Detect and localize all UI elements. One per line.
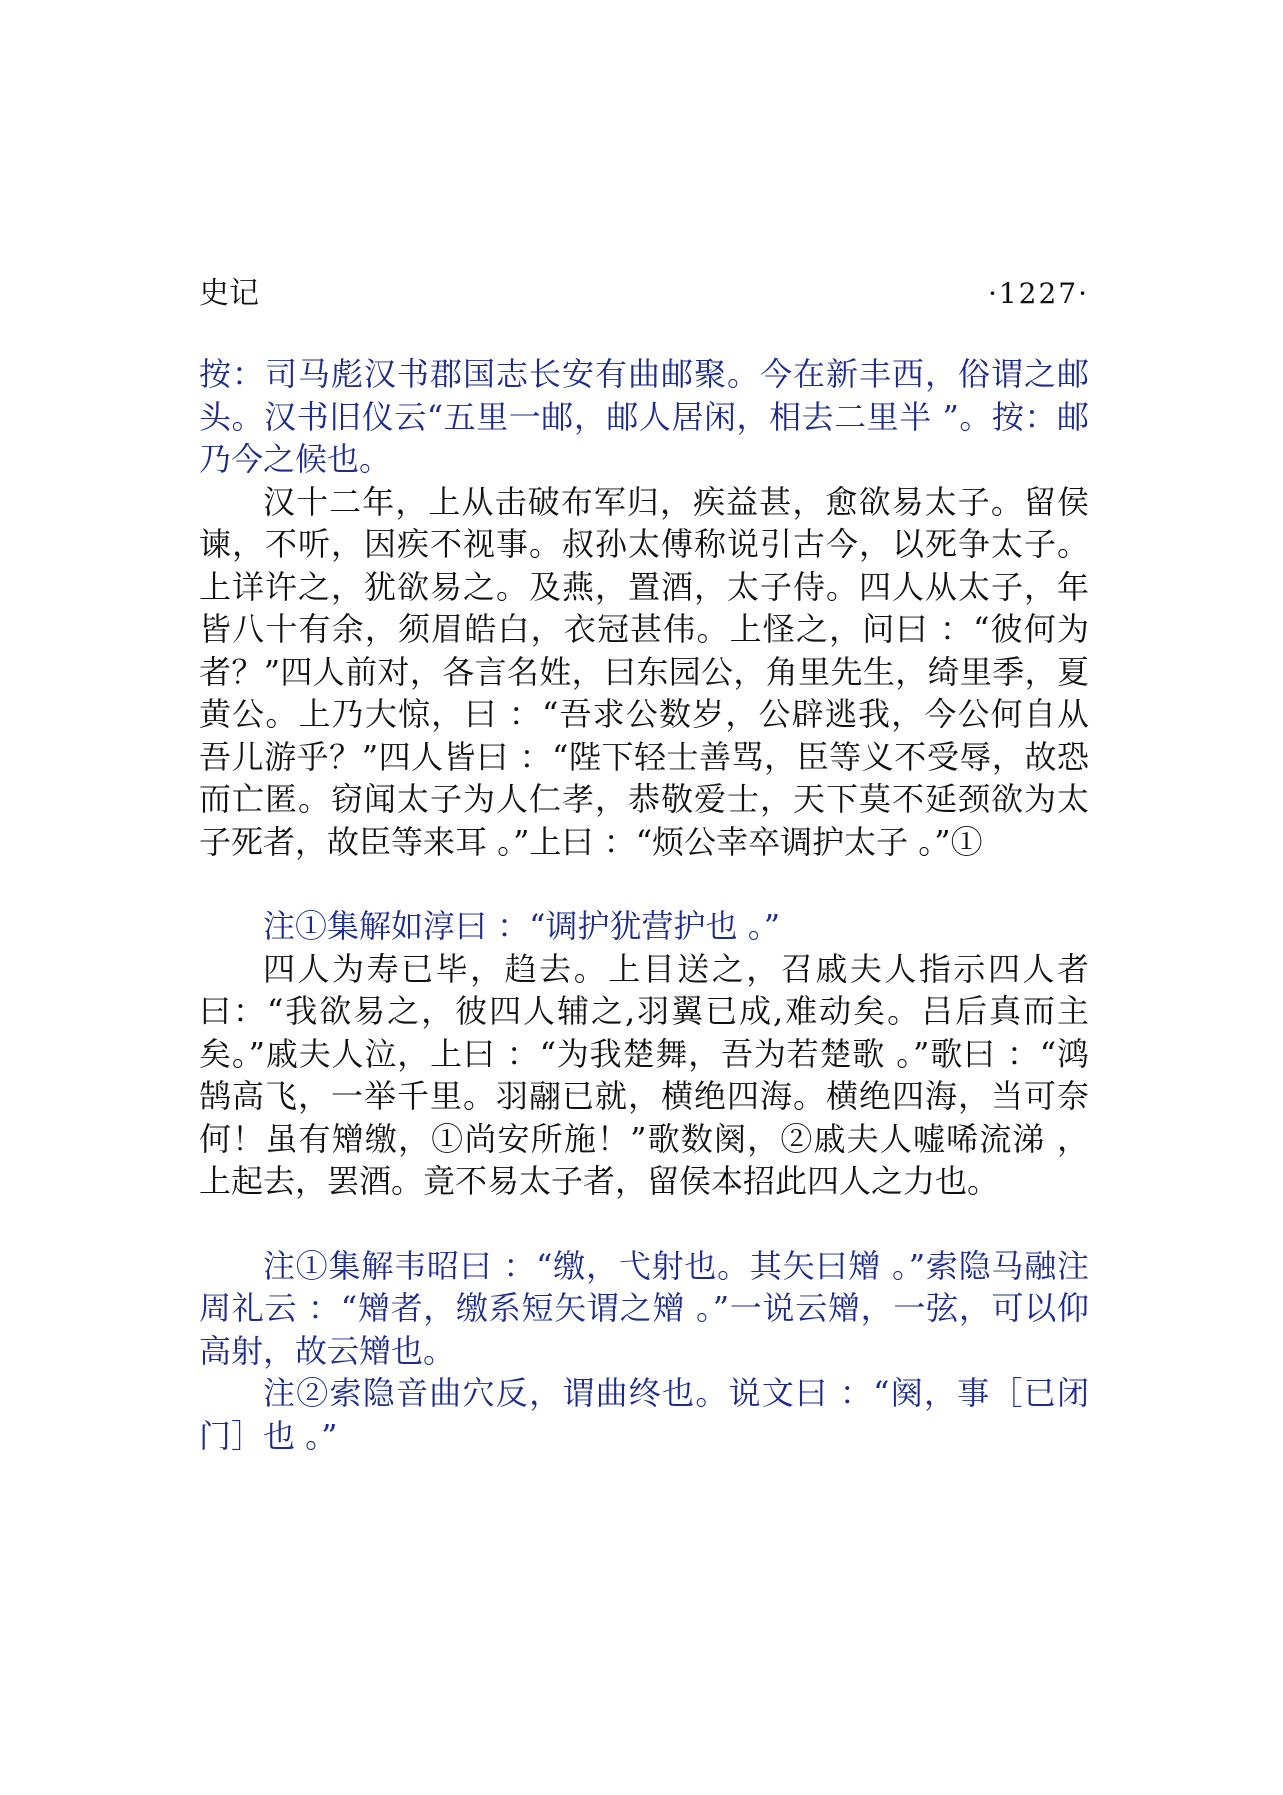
- page-header: [199, 268, 1089, 311]
- book-title: 史记: [199, 276, 259, 311]
- annotation-paragraph: 按：司马彪汉书郡国志长安有曲邮聚。今在新丰西，俗谓之邮头。汉书旧仪云“五里一邮，邮人居闲，相去二里半 ”。按：邮乃今之候也。: [199, 355, 1089, 478]
- annotation-paragraph: 注①集解韦昭曰 ：“缴，弋射也。其矢曰矰 。”索隐马融注周礼云 ：“矰者，缴系短矢谓之矰 。”一说云矰，一弦，可以仰高射，故云矰也。: [199, 1246, 1089, 1370]
- document-page: [199, 268, 1089, 1457]
- body-paragraph: 四人为寿已毕，趋去。上目送之，召戚夫人指示四人者曰：“我欲易之，彼四人辅之,羽翼已成,难动矣。吕后真而主矣。”戚夫人泣，上曰 ：“为我楚舞，吾为若楚歌 。”歌曰 ：“鸿鹄高飞，一举千里。羽翮已就，横绝四海。横绝四海，当可奈何！虽有矰缴，①尚安所施！”歌数阕，②戚夫人嘘唏流涕 ，上起去，罢酒。竟不易太子者，留侯本招此四人之力也。: [199, 949, 1089, 1200]
- page-content: [199, 353, 1089, 1457]
- annotation-paragraph: 注①集解如淳曰 ：“调护犹营护也 。”: [263, 907, 781, 945]
- body-paragraph: 汉十二年，上从击破布军归，疾益甚，愈欲易太子。留侯谏，不听，因疾不视事。叔孙太傅称说引古今，以死争太子。上详许之，犹欲易之。及燕，置酒，太子侍。四人从太子，年皆八十有余，须眉皓白，衣冠甚伟。上怪之，问曰 ：“彼何为者？”四人前对，各言名姓，曰东园公，角里先生，绮里季，夏黄公。上乃大惊，曰 ：“吾求公数岁，公辟逃我，今公何自从吾儿游乎？”四人皆曰 ：“陛下轻士善骂，臣等义不受辱，故恐而亡匿。窃闻太子为人仁孝，恭敬爱士，天下莫不延颈欲为太子死者，故臣等来耳 。”上曰 ：“烦公幸卒调护太子 。”①: [199, 482, 1089, 861]
- annotation-paragraph: 注②索隐音曲穴反，谓曲终也。说文曰 ：“阕，事［已闭门］也 。”: [199, 1374, 1089, 1455]
- page-number: ·1227·: [987, 277, 1089, 310]
